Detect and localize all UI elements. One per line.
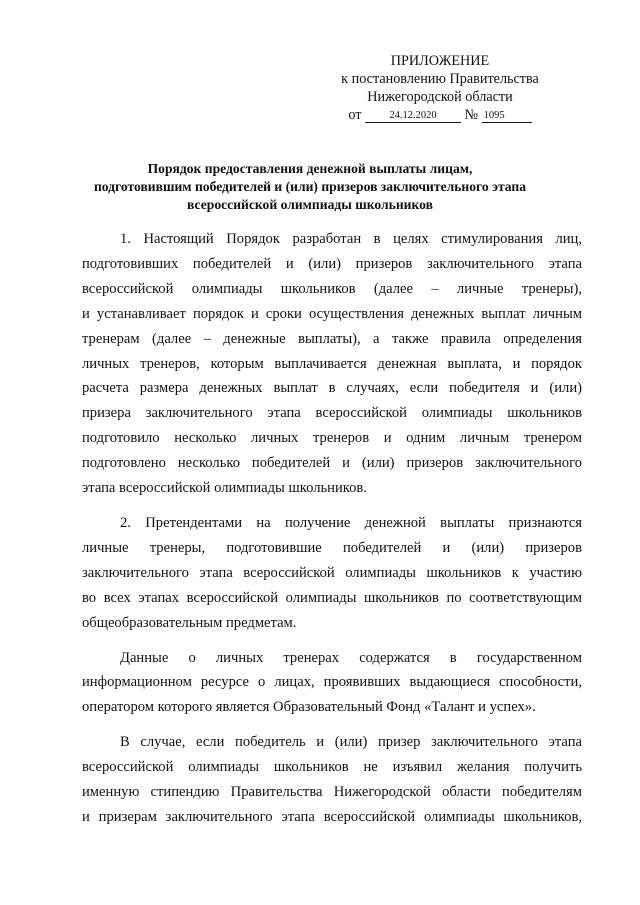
- paragraph-3: [82, 646, 582, 721]
- text-line: личные тренеры, подготовившие победителей и (или) призеров: [82, 539, 582, 556]
- text-line: оператором которого является Образовательный Фонд «Талант и успех».: [82, 699, 536, 716]
- text-line: подготовило несколько личных тренеров и одним личным тренером: [82, 430, 582, 447]
- text-line: общеобразовательным предметам.: [82, 614, 297, 631]
- paragraph-2: [82, 511, 582, 636]
- text-line: информационном ресурсе о лицах, проявивших выдающиеся способности,: [82, 674, 582, 691]
- appendix-label: ПРИЛОЖЕНИЕ: [390, 53, 490, 69]
- appendix-header: [300, 52, 580, 124]
- resolution-reference: к постановлению Правительства: [341, 71, 539, 87]
- document-title: [60, 160, 560, 215]
- text-line: этапа всероссийской олимпиады школьников.: [82, 480, 367, 497]
- text-line: тренерам (далее – денежные выплаты), а также правила определения: [82, 330, 582, 347]
- text-line: заключительного этапа всероссийской олимпиады школьников к участию: [82, 564, 582, 581]
- resolution-date: 24.12.2020: [365, 109, 461, 123]
- date-number-line: [300, 106, 580, 124]
- text-line: всероссийской олимпиады школьников не изъявил желания получить: [82, 759, 582, 776]
- document-body: [82, 227, 582, 830]
- text-line: В случае, если победитель и (или) призер заключительного этапа: [120, 734, 582, 751]
- text-line: всероссийской олимпиады школьников (далее – личные тренеры),: [82, 280, 582, 297]
- text-line: личных тренеров, которым выплачивается денежная выплата, и порядок: [82, 355, 582, 372]
- from-label: от: [348, 107, 362, 123]
- paragraph-4: [82, 730, 582, 830]
- text-line: во всех этапах всероссийской олимпиады школьников по соответствующим: [82, 589, 582, 606]
- paragraph-1: [82, 227, 582, 501]
- text-line: подготовлено несколько победителей и (или) призеров заключительного: [82, 455, 582, 472]
- text-line: и призерам заключительного этапа всероссийской олимпиады школьников,: [82, 808, 582, 825]
- title-line: Порядок предоставления денежной выплаты лицам,: [147, 161, 473, 176]
- title-line: всероссийской олимпиады школьников: [187, 197, 433, 213]
- text-line: Данные о личных тренерах содержатся в государственном: [120, 649, 582, 666]
- text-line: расчета размера денежных выплат в случаях, если победителя и (или): [82, 380, 582, 397]
- text-line: призера заключительного этапа всероссийской олимпиады школьников: [82, 405, 582, 422]
- number-label: №: [464, 107, 479, 123]
- text-line: 2. Претендентами на получение денежной выплаты признаются: [120, 514, 582, 531]
- text-line: подготовивших победителей и (или) призеров заключительного этапа: [82, 255, 582, 272]
- region-name: Нижегородской области: [367, 89, 513, 105]
- text-line: и устанавливает порядок и сроки осуществления денежных выплат личным: [82, 305, 582, 322]
- text-line: именную стипендию Правительства Нижегородской области победителям: [82, 784, 582, 801]
- text-line: 1. Настоящий Порядок разработан в целях стимулирования лиц,: [120, 231, 582, 247]
- title-line: подготовившим победителей и (или) призеров заключительного этапа: [93, 179, 527, 195]
- resolution-number: 1095: [482, 109, 532, 123]
